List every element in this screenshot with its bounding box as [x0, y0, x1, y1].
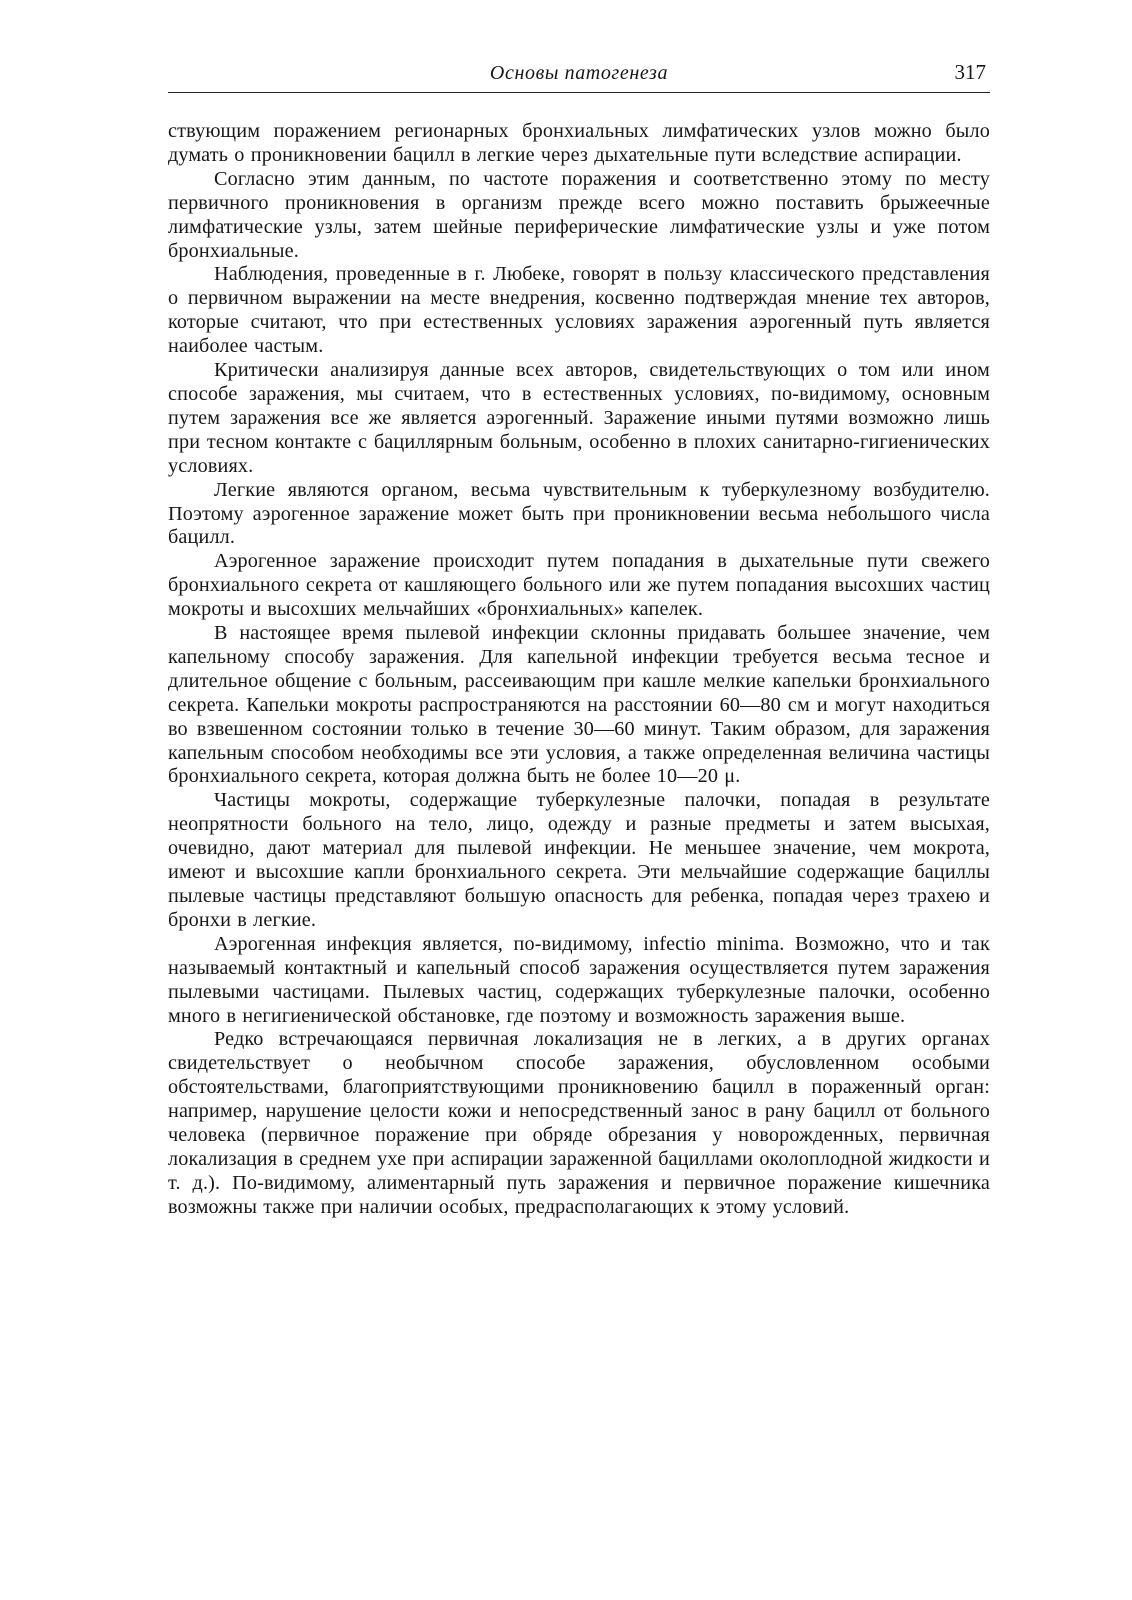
paragraph: Аэрогенное заражение происходит путем попадания в дыхательные пути свежего бронхиального секрета от кашляющего больного или же путем попадания высохших частиц мокроты и высохших мельчайших «бронхиальных» капелек. — [168, 550, 990, 621]
page-header — [168, 58, 990, 93]
body-text — [168, 120, 990, 1220]
paragraph: Критически анализируя данные всех авторов, свидетельствующих о том или ином способе заражения, мы считаем, что в естественных условиях, по-видимому, основным путем заражения все же является аэрогенный. Заражение иными путями возможно лишь при тесном контакте с бациллярным больным, особенно в плохих санитарно-гигиенических условиях. — [168, 359, 990, 477]
paragraph: Наблюдения, проведенные в г. Любеке, говорят в пользу классического представления о первичном выражении на месте внедрения, косвенно подтверждая мнение тех авторов, которые считают, что при естественных условиях заражения аэрогенный путь является наиболее частым. — [168, 263, 990, 358]
running-title: Основы патогенеза — [489, 62, 669, 84]
paragraph: В настоящее время пылевой инфекции склонны придавать большее значение, чем капельному способу заражения. Для капельной инфекции требуется весьма тесное и длительное общение с больным, рассеивающим при кашле мелкие капельки бронхиального секрета. Капельки мокроты распространяются на расстоянии 60—80 см и могут находиться во взвешенном состоянии только в течение 30—60 минут. Таким образом, для заражения капельным способом необходимы все эти условия, а также определенная величина частицы бронхиального секрета, которая должна быть не более 10—20 μ. — [168, 622, 990, 788]
page-number: 317 — [954, 60, 986, 84]
paragraph: Легкие являются органом, весьма чувствительным к туберкулезному возбудителю. Поэтому аэрогенное заражение может быть при проникновении весьма небольшого числа бацилл. — [168, 478, 990, 549]
paragraph-continued: ствующим поражением регионарных бронхиальных лимфатических узлов можно было думать о проникновении бацилл в легкие через дыхательные пути вследствие аспирации. — [168, 120, 990, 166]
paragraph: Аэрогенная инфекция является, по-видимому, infectio minima. Возможно, что и так называемый контактный и капельный способ заражения осуществляется путем заражения пылевыми частицами. Пылевых частиц, содержащих туберкулезные палочки, особенно много в негигиенической обстановке, где поэтому и возможность заражения выше. — [168, 932, 990, 1027]
paragraph: Согласно этим данным, по частоте поражения и соответственно этому по месту первичного проникновения в организм прежде всего можно поставить брыжеечные лимфатические узлы, затем шейные периферические лимфатические узлы и уже потом бронхиальные. — [168, 167, 990, 262]
paragraph: Частицы мокроты, содержащие туберкулезные палочки, попадая в результате неопрятности больного на тело, лицо, одежду и разные предметы и затем высыхая, очевидно, дают материал для пылевой инфекции. Не меньшее значение, чем мокрота, имеют и высохшие капли бронхиального секрета. Эти мельчайшие содержащие бациллы пылевые частицы представляют большую опасность для ребенка, попадая через трахею и бронхи в легкие. — [168, 789, 990, 931]
paragraph: Редко встречающаяся первичная локализация не в легких, а в других органах свидетельствует о необычном способе заражения, обусловленном особыми обстоятельствами, благоприятствующими проникновению бацилл в пораженный орган: например, нарушение целости кожи и непосредственный занос в рану бацилл от больного человека (первичное поражение при обряде обрезания у новорожденных, первичная локализация в среднем ухе при аспирации зараженной бациллами околоплодной жидкости и т. д.). По-видимому, алиментарный путь заражения и первичное поражение кишечника возможны также при наличии особых, предрасполагающих к этому условий. — [168, 1028, 990, 1218]
